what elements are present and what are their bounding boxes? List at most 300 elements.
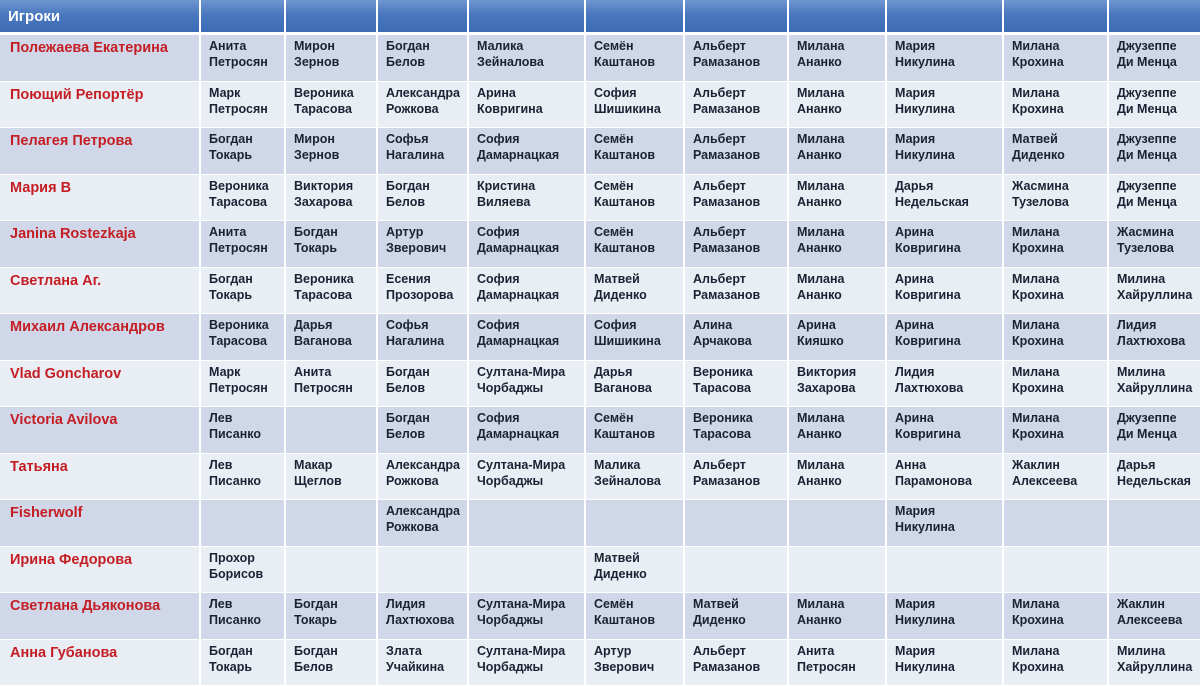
table-cell: [468, 407, 585, 454]
cell-first-name: София: [477, 225, 520, 239]
cell-first-name: Милана: [797, 178, 845, 193]
cell-last-name: Ковригина: [477, 101, 543, 116]
cell-last-name: Тарасова: [294, 101, 352, 116]
cell-first-name: Мария: [895, 643, 936, 658]
cell-first-name: Артур: [594, 643, 632, 658]
table-cell: [684, 267, 788, 314]
cell-last-name: Каштанов: [594, 55, 656, 69]
table-cell: [684, 500, 788, 547]
table-cell: [886, 267, 1003, 314]
cell-last-name: Ковригина: [895, 334, 961, 348]
cell-last-name: Дамарнацкая: [477, 148, 560, 162]
table-cell: [200, 221, 285, 268]
cell-last-name: Петросян: [209, 55, 268, 69]
table-row: [0, 267, 1200, 314]
cell-last-name: Дамарнацкая: [477, 334, 560, 348]
cell-last-name: Крохина: [1012, 427, 1064, 441]
cell-last-name: Петросян: [209, 380, 268, 395]
cell-first-name: Милана: [797, 271, 845, 286]
cell-first-name: Альберт: [693, 132, 746, 146]
table-cell: [788, 453, 886, 500]
table-cell: [684, 546, 788, 593]
table-cell: [788, 174, 886, 221]
table-cell: [468, 221, 585, 268]
cell-last-name: Учайкина: [386, 659, 445, 674]
table-cell: [684, 360, 788, 407]
table-cell: [684, 34, 788, 82]
table-cell: [684, 221, 788, 268]
table-cell: [788, 593, 886, 640]
table-cell: [200, 639, 285, 686]
table-cell: [886, 360, 1003, 407]
table-cell: [886, 407, 1003, 454]
table-cell: [1003, 221, 1108, 268]
cell-last-name: Рожкова: [386, 101, 439, 116]
cell-last-name: Арчакова: [693, 334, 752, 348]
player-name: Janina Rostezkaja: [0, 221, 200, 268]
cell-first-name: Лидия: [895, 364, 935, 379]
table-cell: [200, 500, 285, 547]
cell-last-name: Нагалина: [386, 334, 445, 348]
cell-first-name: Анита: [209, 225, 247, 239]
table-cell: [377, 639, 468, 686]
table-cell: [1108, 128, 1200, 175]
cell-first-name: Милана: [797, 457, 845, 472]
table-cell: [585, 360, 684, 407]
table-cell: [285, 174, 377, 221]
table-cell: [684, 639, 788, 686]
table-cell: [200, 34, 285, 82]
table-cell: [788, 360, 886, 407]
cell-first-name: Богдан: [294, 225, 338, 239]
cell-last-name: Ананко: [797, 287, 842, 302]
table-cell: [788, 407, 886, 454]
cell-first-name: Александра: [386, 85, 460, 100]
table-cell: [1003, 593, 1108, 640]
cell-last-name: Зейналова: [594, 473, 661, 488]
cell-last-name: Петросян: [209, 101, 268, 116]
header-title: Игроки: [0, 0, 200, 34]
cell-last-name: Токарь: [294, 613, 338, 627]
table-cell: [1108, 314, 1200, 361]
table-cell: [377, 34, 468, 82]
cell-last-name: Недельская: [1117, 473, 1191, 488]
table-cell: [886, 128, 1003, 175]
cell-first-name: Альберт: [693, 457, 746, 472]
table-row: [0, 34, 1200, 82]
table-cell: [585, 34, 684, 82]
cell-first-name: Мария: [895, 504, 936, 518]
table-cell: [1108, 360, 1200, 407]
cell-first-name: Альберт: [693, 225, 746, 239]
table-cell: [1108, 221, 1200, 268]
cell-last-name: Дамарнацкая: [477, 427, 560, 441]
cell-last-name: Диденко: [594, 287, 647, 302]
table-cell: [886, 639, 1003, 686]
cell-last-name: Ди Менца: [1117, 427, 1177, 441]
table-cell: [468, 128, 585, 175]
cell-last-name: Зернов: [294, 55, 340, 69]
cell-first-name: Малика: [594, 457, 641, 472]
table-cell: [1108, 500, 1200, 547]
cell-last-name: Тарасова: [294, 287, 352, 302]
cell-first-name: Александра: [386, 504, 460, 518]
cell-last-name: Белов: [386, 427, 426, 441]
cell-last-name: Диденко: [1012, 148, 1065, 162]
cell-first-name: Милина: [1117, 271, 1166, 286]
table-row: [0, 81, 1200, 128]
table-cell: [1003, 453, 1108, 500]
cell-last-name: Петросян: [209, 241, 268, 255]
cell-first-name: Вероника: [294, 271, 354, 286]
cell-first-name: Вероника: [209, 178, 269, 193]
cell-first-name: Лидия: [1117, 318, 1157, 332]
cell-first-name: Джузеппе: [1117, 39, 1177, 53]
table-cell: [585, 81, 684, 128]
table-cell: [377, 360, 468, 407]
table-row: [0, 128, 1200, 175]
cell-last-name: Каштанов: [594, 427, 656, 441]
cell-first-name: Семён: [594, 132, 634, 146]
cell-first-name: Милана: [797, 597, 845, 611]
cell-last-name: Ди Менца: [1117, 101, 1177, 116]
table-cell: [285, 267, 377, 314]
cell-first-name: Милана: [797, 132, 845, 146]
cell-last-name: Прозорова: [386, 287, 454, 302]
cell-first-name: Богдан: [386, 411, 430, 425]
cell-last-name: Каштанов: [594, 194, 656, 209]
table-cell: [585, 128, 684, 175]
table-cell: [1003, 128, 1108, 175]
cell-first-name: Богдан: [294, 597, 338, 611]
table-cell: [886, 500, 1003, 547]
table-row: [0, 453, 1200, 500]
cell-first-name: Милана: [1012, 39, 1060, 53]
cell-last-name: Чорбаджы: [477, 613, 544, 627]
table-cell: [468, 174, 585, 221]
cell-last-name: Ваганова: [594, 380, 652, 395]
cell-last-name: Токарь: [209, 148, 253, 162]
cell-first-name: Матвей: [594, 550, 640, 565]
cell-first-name: Альберт: [693, 643, 746, 658]
cell-last-name: Тузелова: [1012, 194, 1069, 209]
cell-first-name: Анита: [797, 643, 835, 658]
table-row: [0, 500, 1200, 547]
cell-last-name: Крохина: [1012, 613, 1064, 627]
cell-first-name: Арина: [797, 318, 836, 332]
cell-last-name: Белов: [294, 659, 334, 674]
table-cell: [585, 500, 684, 547]
cell-last-name: Рамазанов: [693, 55, 761, 69]
cell-first-name: Джузеппе: [1117, 132, 1177, 146]
cell-first-name: София: [477, 411, 520, 425]
table-cell: [285, 593, 377, 640]
cell-first-name: Богдан: [386, 178, 430, 193]
cell-last-name: Алексеева: [1117, 613, 1183, 627]
table-cell: [585, 639, 684, 686]
table-cell: [285, 500, 377, 547]
cell-first-name: Милана: [1012, 643, 1060, 658]
table-cell: [684, 174, 788, 221]
table-cell: [285, 314, 377, 361]
cell-last-name: Каштанов: [594, 148, 656, 162]
table-cell: [285, 360, 377, 407]
cell-last-name: Зверович: [594, 659, 655, 674]
table-cell: [788, 500, 886, 547]
table-cell: [886, 81, 1003, 128]
cell-first-name: Султана-Мира: [477, 597, 566, 611]
table-cell: [585, 546, 684, 593]
player-name: Татьяна: [0, 453, 200, 500]
table-cell: [788, 639, 886, 686]
cell-first-name: Артур: [386, 225, 424, 239]
cell-last-name: Тарасова: [209, 334, 267, 348]
table-cell: [285, 81, 377, 128]
cell-last-name: Никулина: [895, 55, 955, 69]
cell-last-name: Захарова: [797, 380, 856, 395]
table-cell: [1108, 453, 1200, 500]
cell-last-name: Ананко: [797, 613, 842, 627]
cell-last-name: Ананко: [797, 194, 842, 209]
cell-first-name: Альберт: [693, 39, 746, 53]
cell-first-name: Джузеппе: [1117, 411, 1177, 425]
cell-first-name: Богдан: [386, 39, 430, 53]
table-row: [0, 407, 1200, 454]
table-row: [0, 360, 1200, 407]
cell-first-name: Александра: [386, 457, 460, 472]
table-cell: [788, 34, 886, 82]
cell-first-name: Прохор: [209, 550, 255, 565]
header-cell: [684, 0, 788, 34]
table-cell: [585, 453, 684, 500]
table-cell: [285, 639, 377, 686]
table-cell: [886, 221, 1003, 268]
cell-first-name: Лев: [209, 597, 233, 611]
cell-last-name: Ди Менца: [1117, 194, 1177, 209]
cell-first-name: Арина: [895, 411, 934, 425]
table-cell: [684, 314, 788, 361]
table-cell: [200, 453, 285, 500]
table-cell: [377, 593, 468, 640]
table-cell: [1003, 360, 1108, 407]
cell-last-name: Нагалина: [386, 148, 445, 162]
cell-last-name: Никулина: [895, 659, 955, 674]
cell-first-name: Жасмина: [1012, 178, 1069, 193]
table-cell: [788, 81, 886, 128]
table-cell: [468, 639, 585, 686]
cell-first-name: Анна: [895, 457, 927, 472]
cell-last-name: Лахтюхова: [1117, 334, 1186, 348]
table-cell: [585, 593, 684, 640]
cell-last-name: Петросян: [294, 380, 353, 395]
table-cell: [1108, 593, 1200, 640]
cell-first-name: София: [477, 271, 520, 286]
cell-first-name: Виктория: [797, 364, 857, 379]
cell-last-name: Никулина: [895, 613, 955, 627]
table-cell: [200, 593, 285, 640]
cell-first-name: Вероника: [693, 364, 753, 379]
table-cell: [377, 453, 468, 500]
cell-first-name: Малика: [477, 39, 524, 53]
cell-first-name: Арина: [895, 271, 934, 286]
table-header: [0, 0, 1200, 34]
cell-first-name: Мирон: [294, 39, 335, 53]
table-cell: [1108, 267, 1200, 314]
cell-last-name: Захарова: [294, 194, 353, 209]
table-cell: [285, 34, 377, 82]
table-cell: [200, 546, 285, 593]
cell-first-name: Милана: [1012, 318, 1060, 332]
cell-first-name: Вероника: [693, 411, 753, 425]
cell-first-name: Вероника: [294, 85, 354, 100]
cell-last-name: Белов: [386, 55, 426, 69]
table-cell: [788, 128, 886, 175]
cell-first-name: Мирон: [294, 132, 335, 146]
table-cell: [1108, 546, 1200, 593]
cell-last-name: Рамазанов: [693, 194, 761, 209]
cell-first-name: Богдан: [209, 132, 253, 146]
cell-last-name: Крохина: [1012, 287, 1064, 302]
cell-last-name: Крохина: [1012, 241, 1064, 255]
cell-first-name: София: [594, 318, 637, 332]
cell-first-name: Лев: [209, 411, 233, 425]
cell-last-name: Виляева: [477, 194, 531, 209]
header-cell: [585, 0, 684, 34]
table-cell: [468, 81, 585, 128]
header-cell: [1003, 0, 1108, 34]
player-name: Полежаева Екатерина: [0, 34, 200, 82]
table-cell: [377, 267, 468, 314]
player-name: Светлана Дьяконова: [0, 593, 200, 640]
table-cell: [1003, 174, 1108, 221]
cell-last-name: Зверович: [386, 241, 447, 255]
table-cell: [468, 593, 585, 640]
table-row: [0, 314, 1200, 361]
cell-first-name: Богдан: [209, 643, 253, 658]
cell-last-name: Ананко: [797, 427, 842, 441]
table-cell: [1003, 639, 1108, 686]
cell-first-name: Вероника: [209, 318, 269, 332]
cell-first-name: Милана: [1012, 271, 1060, 286]
cell-last-name: Крохина: [1012, 659, 1064, 674]
table-cell: [886, 314, 1003, 361]
cell-last-name: Чорбаджы: [477, 380, 544, 395]
table-cell: [200, 407, 285, 454]
cell-first-name: Анита: [209, 39, 247, 53]
table-cell: [377, 314, 468, 361]
table-cell: [1003, 314, 1108, 361]
player-name: Поющий Репортёр: [0, 81, 200, 128]
cell-first-name: Мария: [895, 39, 936, 53]
table-cell: [886, 593, 1003, 640]
player-name: Анна Губанова: [0, 639, 200, 686]
cell-first-name: Софья: [386, 132, 429, 146]
cell-last-name: Ананко: [797, 241, 842, 255]
table-cell: [886, 174, 1003, 221]
cell-last-name: Тарасова: [693, 427, 751, 441]
cell-first-name: Дарья: [294, 318, 333, 332]
table-cell: [1108, 639, 1200, 686]
table-cell: [200, 314, 285, 361]
cell-last-name: Парамонова: [895, 473, 972, 488]
header-row: [0, 0, 1200, 34]
cell-last-name: Крохина: [1012, 101, 1064, 116]
cell-last-name: Рамазанов: [693, 101, 761, 116]
cell-last-name: Зейналова: [477, 55, 544, 69]
header-cell: [468, 0, 585, 34]
player-name: Михаил Александров: [0, 314, 200, 361]
cell-last-name: Ковригина: [895, 241, 961, 255]
cell-first-name: Жаклин: [1012, 457, 1060, 472]
cell-last-name: Тарасова: [693, 380, 751, 395]
cell-last-name: Щеглов: [294, 473, 342, 488]
table-cell: [377, 174, 468, 221]
cell-first-name: Милана: [1012, 364, 1060, 379]
cell-first-name: Милана: [1012, 85, 1060, 100]
table-body: [0, 34, 1200, 686]
cell-first-name: Семён: [594, 597, 634, 611]
cell-last-name: Никулина: [895, 101, 955, 116]
cell-last-name: Ковригина: [895, 287, 961, 302]
cell-first-name: Богдан: [209, 271, 253, 286]
cell-first-name: Милана: [1012, 597, 1060, 611]
cell-first-name: Арина: [477, 85, 516, 100]
player-name: Fisherwolf: [0, 500, 200, 547]
table-cell: [285, 453, 377, 500]
table-cell: [377, 221, 468, 268]
table-row: [0, 546, 1200, 593]
table-cell: [1003, 34, 1108, 82]
cell-last-name: Чорбаджы: [477, 473, 544, 488]
cell-last-name: Писанко: [209, 473, 262, 488]
table-cell: [377, 546, 468, 593]
cell-last-name: Каштанов: [594, 241, 656, 255]
cell-first-name: Милана: [797, 85, 845, 100]
cell-first-name: Арина: [895, 318, 934, 332]
cell-last-name: Ди Менца: [1117, 55, 1177, 69]
cell-last-name: Ди Менца: [1117, 148, 1177, 162]
table-cell: [1108, 174, 1200, 221]
cell-first-name: Милана: [797, 39, 845, 53]
cell-first-name: Альберт: [693, 85, 746, 100]
cell-first-name: Дарья: [1117, 457, 1156, 472]
cell-first-name: Милина: [1117, 364, 1166, 379]
table-cell: [1003, 407, 1108, 454]
table-cell: [377, 500, 468, 547]
cell-first-name: Анита: [294, 364, 332, 379]
cell-last-name: Ананко: [797, 473, 842, 488]
cell-first-name: Матвей: [594, 271, 640, 286]
cell-first-name: Дарья: [594, 364, 633, 379]
table-cell: [285, 407, 377, 454]
table-cell: [886, 546, 1003, 593]
table-cell: [585, 407, 684, 454]
cell-first-name: Лев: [209, 457, 233, 472]
table-cell: [200, 174, 285, 221]
cell-first-name: Жаклин: [1117, 597, 1165, 611]
header-cell: [200, 0, 285, 34]
table-cell: [886, 34, 1003, 82]
table-cell: [684, 593, 788, 640]
table-cell: [585, 267, 684, 314]
cell-last-name: Недельская: [895, 194, 969, 209]
cell-last-name: Диденко: [594, 566, 647, 581]
cell-last-name: Никулина: [895, 148, 955, 162]
cell-last-name: Крохина: [1012, 55, 1064, 69]
cell-last-name: Крохина: [1012, 380, 1064, 395]
cell-first-name: София: [477, 132, 520, 146]
header-cell: [886, 0, 1003, 34]
